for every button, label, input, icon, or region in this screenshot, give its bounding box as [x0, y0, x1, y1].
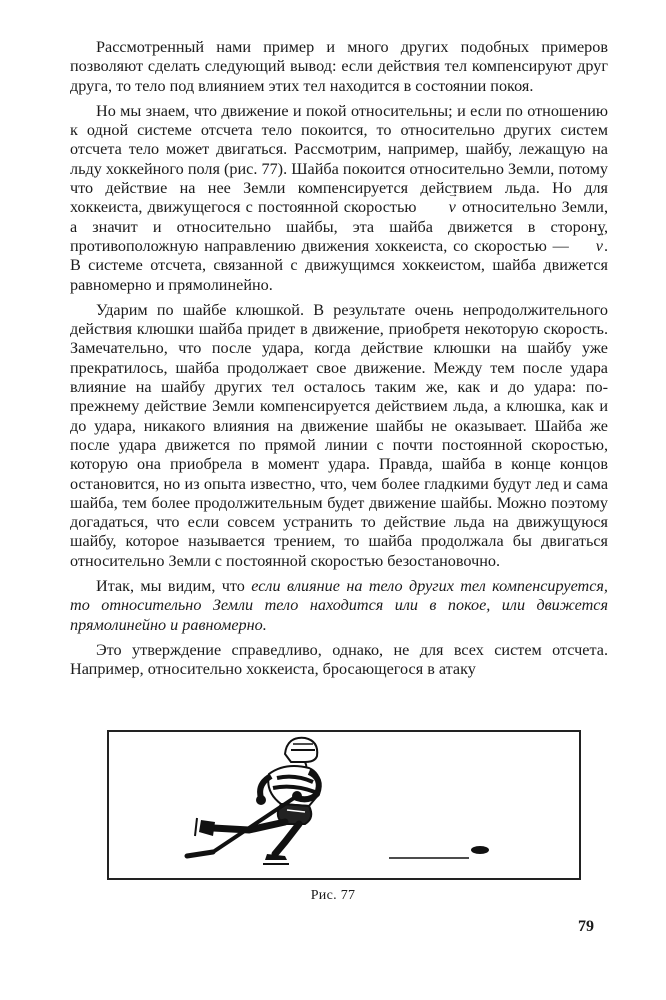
- paragraph-2-part-a: Но мы знаем, что движение и покой относительны; и если по отношению к одной системе отсчета тело покоится, то относительно других систем отсчета тело может двигаться. Рассмотрим, например, шайбу, лежащую на льду хоккейного поля (рис. 77). Шайба покоится относительно Земли, потому что действие на нее Земли компенсируется действием льда. Но для хоккеиста, движущегося с постоянной скоростью: [70, 101, 608, 217]
- paragraph-4-plain: Итак, мы видим, что: [96, 577, 252, 596]
- paragraph-2: [70, 102, 608, 295]
- puck: [471, 846, 489, 854]
- page-number: 79: [578, 918, 594, 935]
- paragraph-5: Это утверждение справедливо, однако, не для всех систем отсчета. Например, относительно хоккеиста, бросающегося в атаку: [70, 640, 608, 679]
- velocity-vector-minus-v: → v: [569, 237, 604, 256]
- figure-caption: Рис. 77: [310, 888, 356, 903]
- paragraph-1: Рассмотренный нами пример и много других подобных примеров позволяют сделать следующий вывод: если действия тел компенсируют друг друга, то тело под влиянием этих тел находится в состоянии покоя.: [70, 38, 608, 95]
- paragraph-3: Ударим по шайбе клюшкой. В результате очень непродолжительного действия клюшки шайба придет в движение, приобретя некоторую скорость. Замечательно, что после удара, когда действие клюшки на шайбу уже прекратилось, шайба продолжает свое движение. Между тем после удара влияние на шайбу других тел осталось таким же, как и до удара: по-прежнему действие Земли компенсируется действием льда, а клюшка, как и до удара, никакого влияния на движение шайбы не оказывает. Шайба же после удара движется по прямой линии с почти постоянной скоростью, которую она приобрела в момент удара. Правда, шайба в конце концов остановится, но из опыта известно, что, чем более гладкими будут лед и сама шайба, тем более продолжительным будет движение шайбы. Можно поэтому догадаться, что если совсем устранить то действие льда на движущуюся шайбу, которое называется трением, то шайба продолжала бы двигаться относительно Земли с постоянной скоростью безостановочно.: [70, 300, 608, 570]
- velocity-vector-v: → v: [422, 198, 457, 217]
- hockey-illustration: [109, 732, 579, 878]
- text-column: [70, 38, 608, 680]
- paragraph-2-part-c: . В системе отсчета, связанной с движущимся хоккеистом, шайба движется равномерно и прямолинейно.: [70, 236, 608, 294]
- leg-front: [275, 824, 299, 854]
- paragraph-4: [70, 577, 608, 635]
- paragraph-4-italic-conclusion: если влияние на тело других тел компенсируется, то относительно Земли тело находится или в покое, или движется прямолинейно и равномерно.: [70, 577, 608, 634]
- paragraph-2-part-b: относительно Земли, а значит и относительно шайбы, эта шайба движется в сторону, противоположную направлению движения хоккеиста, со скоростью —: [70, 198, 608, 255]
- figure-77-hockey-player: [107, 730, 581, 880]
